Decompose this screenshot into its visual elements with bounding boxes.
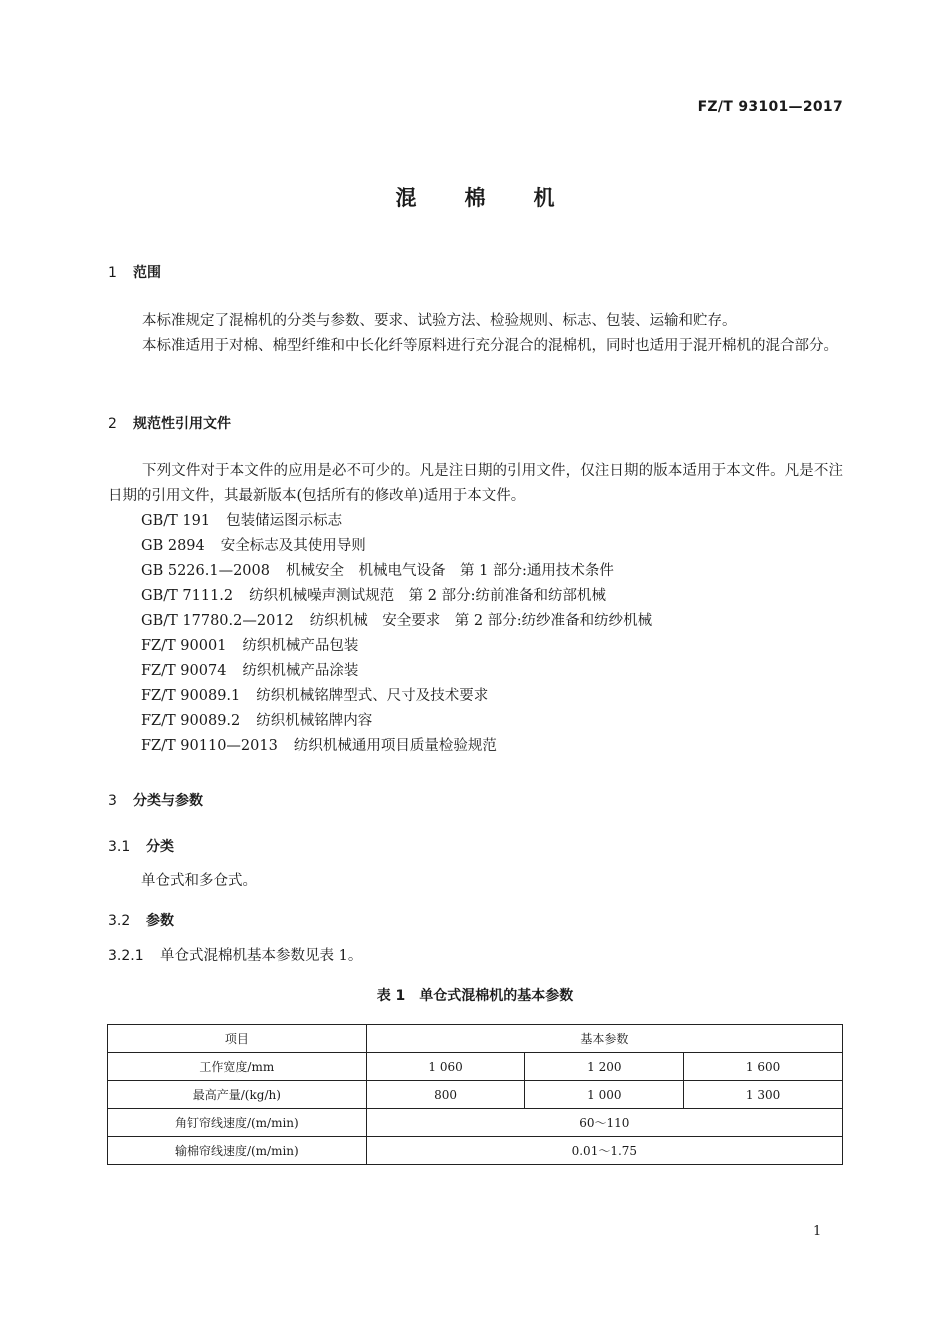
table-cell: 800 [366, 1081, 525, 1109]
section-number: 3.2.1 [108, 948, 144, 964]
table-cell: 0.01～1.75 [366, 1137, 842, 1165]
reference-item [141, 734, 497, 755]
reference-item [141, 709, 372, 730]
reference-item [141, 659, 358, 680]
reference-code: GB/T 191 [141, 513, 211, 529]
parameters-table [107, 1024, 843, 1165]
reference-code: FZ/T 90074 [141, 663, 227, 679]
table-cell: 1 300 [684, 1081, 843, 1109]
reference-title: 纺织机械产品涂装 [242, 663, 359, 679]
reference-item [141, 634, 358, 655]
reference-code: FZ/T 90001 [141, 638, 227, 654]
subsection-3-2-1 [108, 944, 362, 965]
row-label: 最高产量/(kg/h) [108, 1081, 367, 1109]
section-number: 3.2 [108, 913, 131, 929]
reference-item [141, 509, 342, 530]
reference-title: 纺织机械 安全要求 第 2 部分:纺纱准备和纺纱机械 [309, 613, 653, 629]
reference-title: 包装储运图示标志 [226, 513, 343, 529]
reference-title: 纺织机械铭牌内容 [256, 713, 373, 729]
reference-title: 机械安全 机械电气设备 第 1 部分:通用技术条件 [286, 563, 614, 579]
reference-item [141, 559, 614, 580]
header-cell-params: 基本参数 [366, 1025, 842, 1053]
table-cell: 1 600 [684, 1053, 843, 1081]
section-1-heading [108, 262, 161, 282]
page-title: 混棉机 [395, 186, 603, 210]
section-2-heading [108, 413, 231, 433]
reference-title: 安全标志及其使用导则 [220, 538, 366, 554]
table-caption-text: 单仓式混棉机的基本参数 [419, 988, 574, 1004]
reference-item [141, 584, 606, 605]
row-label: 工作宽度/mm [108, 1053, 367, 1081]
section-1-paragraph-2: 本标准适用于对棉、棉型纤维和中长化纤等原料进行充分混合的混棉机，同时也适用于混开棉机的混合部分。 [142, 338, 838, 354]
subsection-3-2-1-text: 单仓式混棉机基本参数见表 1。 [160, 948, 363, 964]
reference-code: GB 2894 [141, 538, 205, 554]
reference-code: FZ/T 90089.1 [141, 688, 241, 704]
reference-item [141, 534, 366, 555]
reference-title: 纺织机械通用项目质量检验规范 [293, 738, 497, 754]
section-number: 1 [108, 265, 117, 281]
table-label: 表 1 [376, 988, 406, 1004]
subsection-3-1-heading [108, 836, 174, 856]
section-number: 3.1 [108, 839, 131, 855]
reference-code: FZ/T 90089.2 [141, 713, 241, 729]
document-code: FZ/T 93101—2017 [697, 99, 843, 115]
section-1-paragraph-1: 本标准规定了混棉机的分类与参数、要求、试验方法、检验规则、标志、包装、运输和贮存。 [142, 313, 737, 329]
subsection-3-2-heading [108, 910, 174, 930]
table-row [108, 1053, 843, 1081]
section-title: 范围 [133, 265, 161, 281]
reference-code: FZ/T 90110—2013 [141, 738, 278, 754]
section-title: 分类与参数 [133, 793, 203, 809]
page-number: 1 [813, 1224, 822, 1239]
table-row [108, 1137, 843, 1165]
table-cell: 1 000 [525, 1081, 684, 1109]
table-row [108, 1081, 843, 1109]
section-3-heading [108, 790, 203, 810]
table-row [108, 1109, 843, 1137]
table-cell: 1 200 [525, 1053, 684, 1081]
table-caption [0, 985, 950, 1005]
section-number: 3 [108, 793, 117, 809]
reference-item [141, 684, 488, 705]
reference-code: GB/T 17780.2—2012 [141, 613, 294, 629]
row-label: 角钉帘线速度/(m/min) [108, 1109, 367, 1137]
reference-item [141, 609, 652, 630]
table-cell: 1 060 [366, 1053, 525, 1081]
subsection-3-1-text: 单仓式和多仓式。 [141, 873, 257, 889]
header-cell-item: 项目 [108, 1025, 367, 1053]
section-number: 2 [108, 416, 117, 432]
reference-title: 纺织机械噪声测试规范 第 2 部分:纺前准备和纺部机械 [249, 588, 606, 604]
reference-title: 纺织机械铭牌型式、尺寸及技术要求 [256, 688, 489, 704]
reference-code: GB/T 7111.2 [141, 588, 234, 604]
section-2-intro: 下列文件对于本文件的应用是必不可少的。凡是注日期的引用文件，仅注日期的版本适用于本文件。凡是不注日期的引用文件，其最新版本(包括所有的修改单)适用于本文件。 [108, 463, 843, 504]
section-title: 规范性引用文件 [133, 416, 231, 432]
section-title: 分类 [146, 839, 174, 855]
section-title: 参数 [146, 913, 174, 929]
reference-code: GB 5226.1—2008 [141, 563, 270, 579]
row-label: 输棉帘线速度/(m/min) [108, 1137, 367, 1165]
reference-title: 纺织机械产品包装 [242, 638, 359, 654]
table-header-row [108, 1025, 843, 1053]
table-cell: 60～110 [366, 1109, 842, 1137]
